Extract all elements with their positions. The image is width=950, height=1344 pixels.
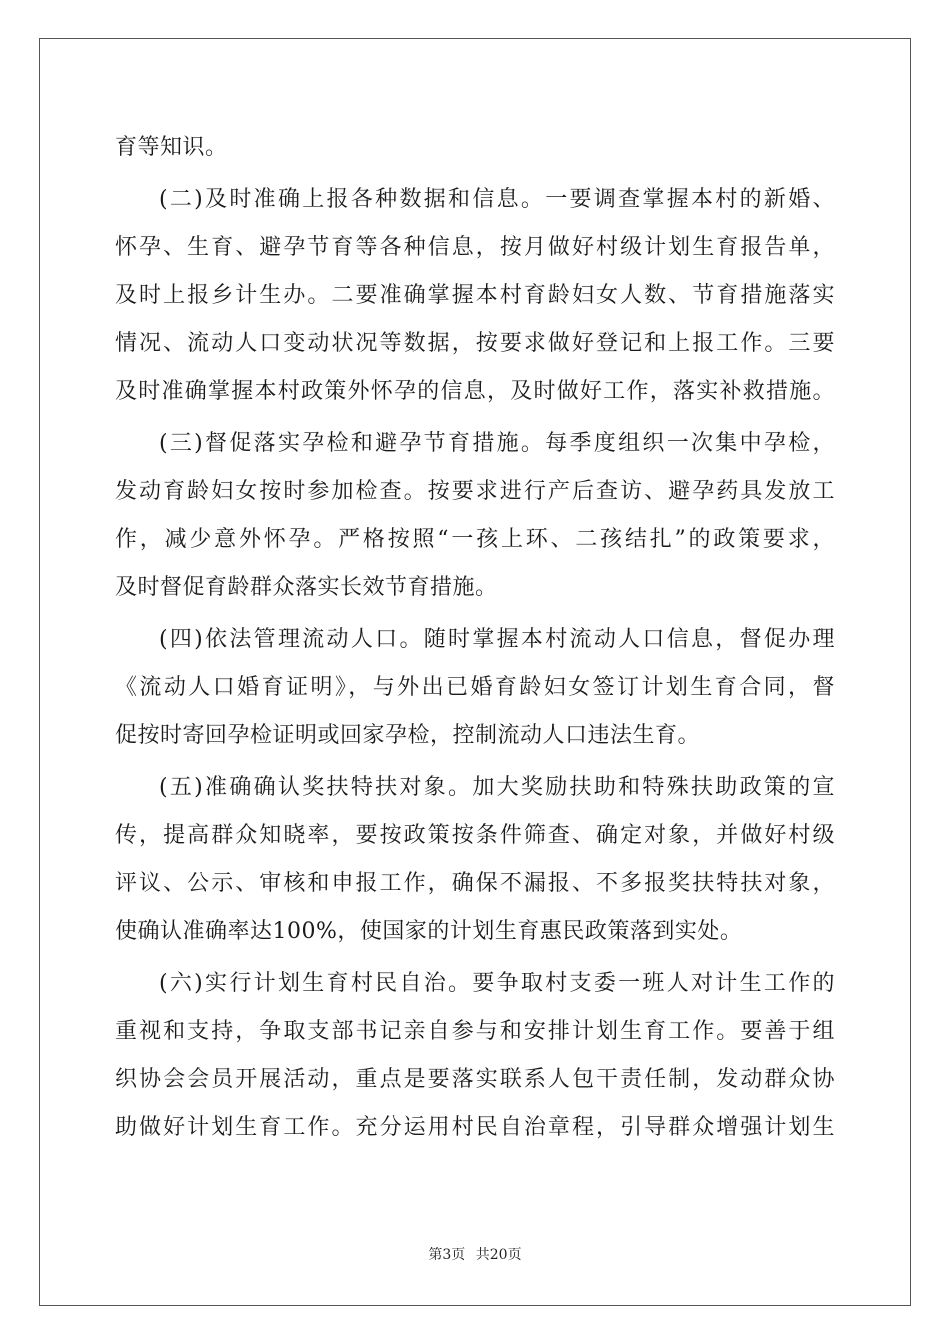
text-line: 育等知识。: [115, 135, 228, 160]
text-line: 情况、流动人口变动状况等数据，按要求做好登记和上报工作。三要: [115, 331, 835, 356]
text-line: 助做好计划生育工作。充分运用村民自治章程，引导群众增强计划生: [115, 1115, 835, 1140]
text-line: 促按时寄回孕检证明或回家孕检，控制流动人口违法生育。: [115, 723, 701, 748]
text-line: 及时准确掌握本村政策外怀孕的信息，及时做好工作，落实补救措施。: [115, 379, 835, 404]
paragraph-heading-line: (五)准确确认奖扶特扶对象。加大奖励扶助和特殊扶助政策的宣: [159, 775, 835, 800]
text-line: 重视和支持，争取支部书记亲自参与和安排计划生育工作。要善于组: [115, 1019, 835, 1044]
text-line: 怀孕、生育、避孕节育等各种信息，按月做好村级计划生育报告单，: [115, 235, 835, 260]
text-line: 织协会会员开展活动，重点是要落实联系人包干责任制，发动群众协: [115, 1067, 835, 1092]
paragraph-heading-line: (二)及时准确上报各种数据和信息。一要调查掌握本村的新婚、: [159, 187, 835, 212]
text-line: 传，提高群众知晓率，要按政策按条件筛查、确定对象，并做好村级: [115, 823, 835, 848]
page-footer: [0, 1244, 950, 1264]
paragraph-heading-line: (六)实行计划生育村民自治。要争取村支委一班人对计生工作的: [159, 971, 835, 996]
text-line: 发动育龄妇女按时参加检查。按要求进行产后查访、避孕药具发放工: [115, 479, 835, 504]
text-line: 使确认准确率达100%，使国家的计划生育惠民政策落到实处。: [115, 919, 743, 944]
document-body: [115, 124, 835, 1152]
text-line: 作，减少意外怀孕。严格按照“一孩上环、二孩结扎”的政策要求，: [115, 527, 835, 552]
page-number: 第3页: [428, 1247, 466, 1263]
paragraph-heading-line: (四)依法管理流动人口。随时掌握本村流动人口信息，督促办理: [159, 627, 835, 652]
text-line: 评议、公示、审核和申报工作，确保不漏报、不多报奖扶特扶对象，: [115, 871, 835, 896]
page-total: 共20页: [475, 1247, 522, 1263]
text-line: 及时督促育龄群众落实长效节育措施。: [115, 575, 498, 600]
paragraph-heading-line: (三)督促落实孕检和避孕节育措施。每季度组织一次集中孕检，: [159, 431, 835, 456]
text-line: 及时上报乡计生办。二要准确掌握本村育龄妇女人数、节育措施落实: [115, 283, 835, 308]
text-line: 《流动人口婚育证明》，与外出已婚育龄妇女签订计划生育合同，督: [115, 675, 835, 700]
